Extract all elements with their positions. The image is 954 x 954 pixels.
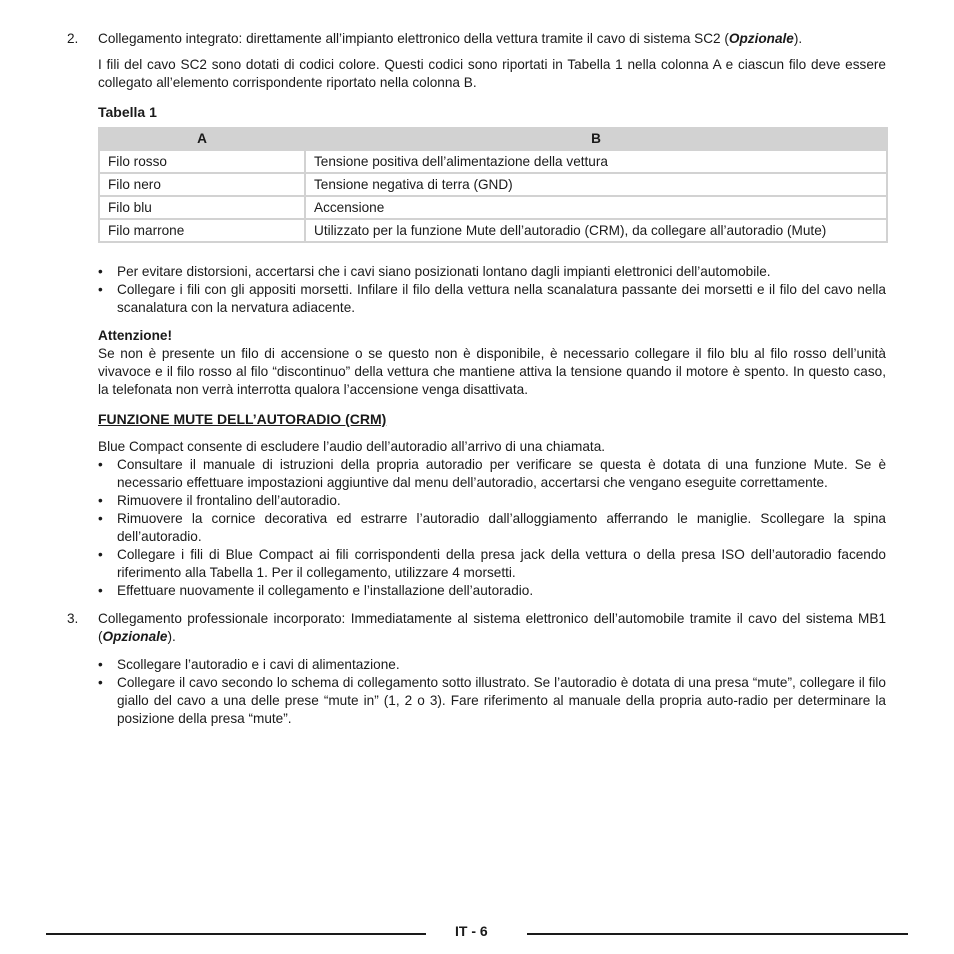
table-title: Tabella 1: [98, 104, 157, 120]
intro-paragraph: I fili del cavo SC2 sono dotati di codici colore. Questi codici sono riportati in Tabella 1 nella colonna A e ciascun filo deve essere collegato all’elemento corrispondente riportato nella colonna B.: [98, 57, 886, 90]
item-2-number: 2.: [67, 31, 79, 46]
table-header-row: [100, 129, 886, 149]
list-item: [98, 281, 886, 317]
item-3-text: [98, 610, 886, 646]
table-cell-b: Tensione positiva dell’alimentazione della vettura: [306, 151, 886, 172]
bullet-icon: •: [98, 264, 103, 279]
list-item-text: Per evitare distorsioni, accertarsi che i cavi siano posizionati lontano dagli impianti elettronici dell’automobile.: [117, 264, 771, 279]
table-cell-a: Filo blu: [100, 197, 304, 218]
list-item: [98, 456, 886, 492]
list-item: [98, 656, 886, 674]
list-item: [98, 492, 886, 510]
table-cell-a: Filo rosso: [100, 151, 304, 172]
table-header-a: A: [100, 129, 304, 149]
table-cell-b: Accensione: [306, 197, 886, 218]
warning-title: Attenzione!: [98, 328, 173, 343]
table-cell-b: Utilizzato per la funzione Mute dell’autoradio (CRM), da collegare all’autoradio (Mute): [306, 220, 886, 241]
table-row: [100, 197, 886, 218]
item-2-text-end: ).: [793, 31, 803, 46]
section-intro: Blue Compact consente di escludere l’audio dell’autoradio all’arrivo di una chiamata.: [98, 439, 606, 454]
item-3-optional-label: Opzionale: [102, 629, 168, 644]
bullet-icon: •: [98, 547, 103, 562]
list-item-text: Rimuovere il frontalino dell’autoradio.: [117, 493, 341, 508]
list-item: [98, 510, 886, 546]
list-item-text: Scollegare l’autoradio e i cavi di alimentazione.: [117, 657, 400, 672]
item-3-text-start: Collegamento professionale incorporato: Immediatamente al sistema elettronico dell’automobile tramite il cavo del sistema MB1 (: [98, 611, 886, 644]
item-3-number: 3.: [67, 611, 79, 626]
bullet-icon: •: [98, 493, 103, 508]
bullet-icon: •: [98, 657, 103, 672]
wiring-table: [98, 127, 888, 243]
list-item: [98, 582, 886, 600]
table-cell-a: Filo marrone: [100, 220, 304, 241]
item-2-text-start: Collegamento integrato: direttamente all’impianto elettronico della vettura tramite il cavo di sistema SC2 (: [98, 31, 729, 46]
section-heading: FUNZIONE MUTE DELL’AUTORADIO (CRM): [98, 411, 387, 427]
item-2-optional-label: Opzionale: [728, 31, 794, 46]
table-cell-b: Tensione negativa di terra (GND): [306, 174, 886, 195]
list-item-text: Collegare i fili con gli appositi morsetti. Infilare il filo della vettura nella scanalatura passante dei morsetti e il filo del cavo nella scanalatura con la nervatura adiacente.: [117, 282, 886, 315]
table-header-b: B: [306, 129, 886, 149]
table-row: [100, 174, 886, 195]
table-row: [100, 220, 886, 241]
list-item: [98, 674, 886, 728]
list-item-text: Collegare i fili di Blue Compact ai fili corrispondenti della presa jack della vettura o della presa ISO dell’autoradio facendo riferimento alla Tabella 1. Per il collegamento, utilizzare 4 morsetti.: [117, 547, 886, 580]
warning-text: Se non è presente un filo di accensione o se questo non è disponibile, è necessario collegare il filo blu al filo rosso dell’unità vivavoce e il filo rosso al filo “discontinuo” della vettura che mantiene attiva la tensione quando il motore è spento. In questo caso, la telefonata non verrà interrotta qualora l’accensione venga disattivata.: [98, 346, 886, 397]
bullet-list-mute: [98, 456, 886, 600]
list-item: [98, 546, 886, 582]
table-row: [100, 151, 886, 172]
footer-rule-right: [527, 933, 908, 935]
bullet-icon: •: [98, 457, 103, 472]
page-number: IT - 6: [455, 923, 488, 939]
bullet-icon: •: [98, 511, 103, 526]
bullet-icon: •: [98, 583, 103, 598]
list-item-text: Effettuare nuovamente il collegamento e l’installazione dell’autoradio.: [117, 583, 534, 598]
bullet-icon: •: [98, 282, 103, 297]
list-item-text: Consultare il manuale di istruzioni della propria autoradio per verificare se questa è dotata di una funzione Mute. Se è necessario effettuare impostazioni aggiuntive dal menu dell’autoradio, accertarsi che vengano eseguite correttamente.: [117, 457, 886, 490]
bullet-icon: •: [98, 675, 103, 690]
item-2-text: [98, 30, 886, 48]
item-3-text-end: ).: [167, 629, 176, 644]
list-item: [98, 263, 886, 281]
table-cell-a: Filo nero: [100, 174, 304, 195]
list-item-text: Rimuovere la cornice decorativa ed estrarre l’autoradio dall’alloggiamento afferrando le maniglie. Scollegare la spina dell’autoradio.: [117, 511, 886, 544]
list-item-text: Collegare il cavo secondo lo schema di collegamento sotto illustrato. Se l’autoradio è dotata di una presa “mute”, collegare il filo giallo del cavo a una delle prese “mute in” (1, 2 o 3). Fare riferimento al manuale della propria auto-radio per determinare la posizione della presa “mute”.: [117, 675, 886, 726]
bullet-list-professional: [98, 656, 886, 728]
bullet-list-wiring: [98, 263, 886, 317]
footer-rule-left: [46, 933, 426, 935]
